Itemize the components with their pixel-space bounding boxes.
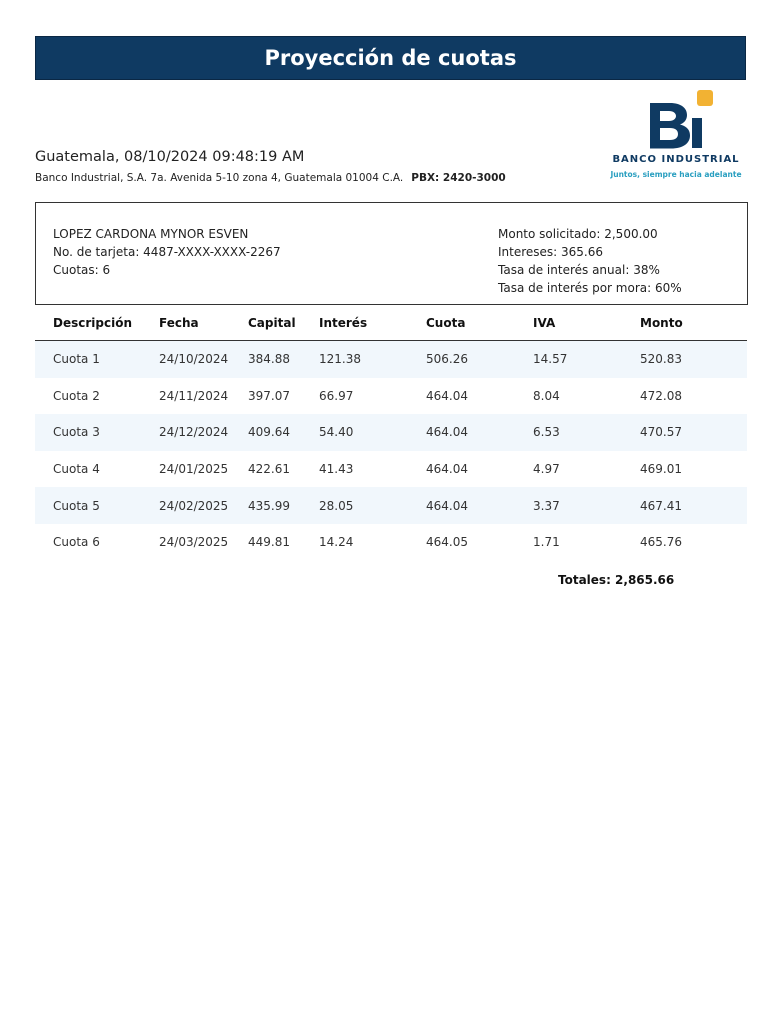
table-header-row [35, 306, 747, 341]
column-header-cuota: Cuota [426, 306, 533, 341]
cell-fecha: 24/01/2025 [159, 462, 229, 477]
column-header-descripcion: Descripción [35, 306, 159, 341]
cell-interes: 41.43 [319, 462, 354, 477]
requested-amount: Monto solicitado: 2,500.00 [498, 227, 658, 241]
cell-monto: 470.57 [640, 414, 747, 451]
table-row [35, 414, 747, 451]
cell-iva: 8.04 [533, 388, 560, 403]
cell-interes: 28.05 [319, 487, 426, 524]
cell-interes: 54.40 [319, 414, 426, 451]
cell-fecha: 24/02/2025 [159, 487, 248, 524]
cell-fecha: 24/10/2024 [159, 341, 248, 378]
bank-name: BANCO INDUSTRIAL [612, 154, 740, 165]
bank-logo-icon [606, 88, 746, 152]
cell-capital: 449.81 [248, 535, 290, 550]
cell-fecha: 24/12/2024 [159, 414, 248, 451]
cell-capital: 422.61 [248, 462, 290, 477]
cell-interes: 121.38 [319, 341, 426, 378]
cell-capital: 435.99 [248, 487, 319, 524]
cell-descripcion: Cuota 2 [53, 388, 100, 403]
annual-rate: Tasa de interés anual: 38% [498, 263, 660, 277]
cell-descripcion: Cuota 4 [53, 462, 100, 477]
cell-monto: 469.01 [640, 462, 682, 477]
cell-capital: 384.88 [248, 341, 319, 378]
table-row [35, 487, 747, 524]
cell-iva: 4.97 [533, 462, 560, 477]
table-row [35, 524, 747, 561]
address-text: Banco Industrial, S.A. 7a. Avenida 5-10 zona 4, Guatemala 01004 C.A. [35, 172, 404, 184]
cell-cuota: 506.26 [426, 341, 533, 378]
cell-interes: 14.24 [319, 535, 354, 550]
client-details [53, 225, 281, 279]
cell-descripcion: Cuota 3 [35, 414, 159, 451]
client-name: LOPEZ CARDONA MYNOR ESVEN [53, 227, 249, 241]
cell-cuota: 464.04 [426, 487, 533, 524]
column-header-interes: Interés [319, 306, 426, 341]
cell-iva: 3.37 [533, 487, 640, 524]
cell-descripcion: Cuota 5 [35, 487, 159, 524]
installments-count: Cuotas: 6 [53, 263, 111, 277]
cell-cuota: 464.05 [426, 535, 468, 550]
installments-table [35, 306, 747, 561]
card-number: No. de tarjeta: 4487-XXXX-XXXX-2267 [53, 245, 281, 259]
cell-capital: 409.64 [248, 414, 319, 451]
cell-interes: 66.97 [319, 388, 354, 403]
late-rate: Tasa de interés por mora: 60% [498, 281, 682, 295]
cell-cuota: 464.04 [426, 388, 468, 403]
loan-details [498, 225, 682, 297]
column-header-iva: IVA [533, 306, 640, 341]
interest-amount: Intereses: 365.66 [498, 245, 604, 259]
cell-monto: 467.41 [640, 487, 747, 524]
cell-fecha: 24/03/2025 [159, 535, 229, 550]
page-title: Proyección de cuotas [35, 36, 746, 80]
cell-iva: 1.71 [533, 535, 560, 550]
city-date: Guatemala, 08/10/2024 09:48:19 AM [35, 149, 305, 165]
bank-slogan: Juntos, siempre hacia adelante [610, 170, 742, 179]
cell-monto: 472.08 [640, 388, 682, 403]
cell-fecha: 24/11/2024 [159, 388, 229, 403]
cell-descripcion: Cuota 6 [53, 535, 100, 550]
table-row [35, 451, 747, 488]
bank-address [35, 172, 506, 184]
pbx-number: PBX: 2420-3000 [411, 172, 506, 184]
totals-label: Totales: 2,865.66 [558, 573, 675, 587]
cell-iva: 14.57 [533, 341, 640, 378]
column-header-fecha: Fecha [159, 306, 248, 341]
cell-capital: 397.07 [248, 388, 290, 403]
column-header-capital: Capital [248, 306, 319, 341]
bank-logo [606, 88, 746, 184]
table-row [35, 378, 747, 415]
cell-descripcion: Cuota 1 [35, 341, 159, 378]
client-info-box [35, 202, 748, 305]
cell-monto: 465.76 [640, 535, 682, 550]
table-row [35, 341, 747, 378]
cell-monto: 520.83 [640, 341, 747, 378]
cell-iva: 6.53 [533, 414, 640, 451]
column-header-monto: Monto [640, 306, 747, 341]
cell-cuota: 464.04 [426, 462, 468, 477]
cell-cuota: 464.04 [426, 414, 533, 451]
